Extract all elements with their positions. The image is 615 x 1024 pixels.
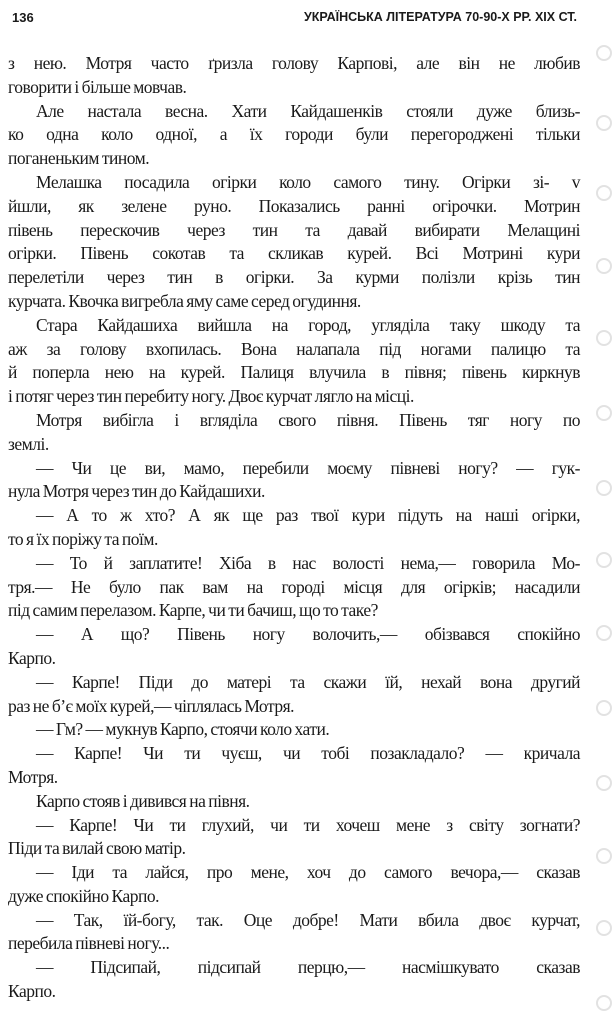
paragraph bbox=[8, 623, 580, 671]
watermark-logo-icon bbox=[596, 700, 612, 716]
page-number: 136 bbox=[12, 10, 34, 25]
watermark-logo-icon bbox=[596, 995, 612, 1011]
text-line: нула Мотря через тин до Кайдашихи. bbox=[8, 481, 265, 502]
text-line: під самим перелазом. Карпе, чи ти бачиш, що то таке? bbox=[8, 600, 378, 621]
text-line: з нею. Мотря часто ґризла голову Карпові, але він не любив bbox=[8, 53, 580, 73]
watermark-logo-icon bbox=[596, 185, 612, 201]
paragraph bbox=[8, 742, 580, 790]
paragraph bbox=[8, 457, 580, 505]
text-line: — Карпе! Піди до матері та скажи їй, нехай вона другий bbox=[36, 671, 580, 692]
paragraph bbox=[8, 100, 580, 171]
text-line: дуже спокійно Карпо. bbox=[8, 885, 159, 906]
paragraph bbox=[8, 861, 580, 909]
watermark-logo-icon bbox=[596, 625, 612, 641]
paragraph bbox=[8, 790, 580, 814]
paragraph bbox=[8, 956, 580, 1004]
text-line: і потяг через тин перебиту ногу. Двоє курчат лягло на місці. bbox=[8, 386, 414, 407]
text-line: Стара Кайдашиха вийшла на город, угляділа таку шкоду та bbox=[36, 314, 580, 335]
text-line: — Підсипай, підсипай перцю,— насмішкувато сказав bbox=[36, 957, 580, 978]
text-line: — Іди та лайся, про мене, хоч до самого вечора,— сказав bbox=[36, 862, 580, 883]
watermark-logo-icon bbox=[596, 258, 612, 274]
watermark-logo-icon bbox=[596, 848, 612, 864]
text-line: — Гм? — мукнув Карпо, стоячи коло хати. bbox=[36, 719, 330, 740]
text-line: перелетіли через тин в огірки. За курми полізли крізь тин bbox=[8, 267, 580, 288]
paragraph bbox=[8, 52, 580, 100]
paragraph bbox=[8, 504, 580, 552]
text-line: — Карпе! Чи ти глухий, чи ти хочеш мене з світу зогнати? bbox=[36, 814, 580, 835]
watermark-logo-icon bbox=[596, 480, 612, 496]
text-line: огірки. Півень сокотав та скликав курей. Всі Мотрині кури bbox=[8, 243, 580, 264]
text-line: й поперла нею на курей. Палиця влучила в півня; півень киркнув bbox=[8, 362, 580, 383]
watermark-logo-icon bbox=[596, 115, 612, 131]
page-body bbox=[8, 52, 580, 1004]
paragraph bbox=[8, 909, 580, 957]
text-line: — Так, їй-богу, так. Оце добре! Мати вбила двоє курчат, bbox=[36, 909, 580, 930]
watermark-logo-icon bbox=[596, 920, 612, 936]
paragraph bbox=[8, 409, 580, 457]
text-line: курчата. Квочка вигребла яму саме серед огудиння. bbox=[8, 290, 361, 311]
text-line: Карпо. bbox=[8, 981, 56, 1002]
text-line: Карпо стояв і дивився на півня. bbox=[36, 790, 250, 811]
text-line: Мотря. bbox=[8, 766, 58, 787]
text-line: йшли, як зелене руно. Показались ранні огірочки. Мотрин bbox=[8, 195, 580, 216]
text-line: — То й заплатите! Хіба в нас волості нема,— говорила Мо- bbox=[36, 552, 580, 573]
running-title: УКРАЇНСЬКА ЛІТЕРАТУРА 70-90-Х РР. XIX СТ. bbox=[303, 10, 577, 24]
text-line: Карпо. bbox=[8, 647, 56, 668]
text-line: то я їх поріжу та поїм. bbox=[8, 528, 158, 549]
text-line: говорити і більше мовчав. bbox=[8, 76, 187, 97]
paragraph bbox=[8, 314, 580, 409]
paragraph bbox=[8, 814, 580, 862]
text-line: поганеньким тином. bbox=[8, 148, 150, 169]
text-line: Але настала весна. Хати Кайдашенків стояли дуже близь- bbox=[36, 100, 580, 121]
paragraph bbox=[8, 718, 580, 742]
text-line: Піди та вилай свою матір. bbox=[8, 838, 186, 859]
text-line: — Карпе! Чи ти чуєш, чи тобі позакладало? — кричала bbox=[36, 743, 580, 764]
paragraph bbox=[8, 552, 580, 623]
watermark-logo-icon bbox=[596, 552, 612, 568]
text-line: раз не б’є моїх курей,— чіплялась Мотря. bbox=[8, 695, 294, 716]
text-line: тря.— Не було пак вам на городі місця для огірків; насадили bbox=[8, 576, 580, 597]
watermark-logo-icon bbox=[596, 775, 612, 791]
text-line: Мелашка посадила огірки коло самого тину. Огірки зі- v bbox=[36, 171, 580, 192]
text-line: аж за голову вхопилась. Вона налапала під ногами палицю та bbox=[8, 338, 580, 359]
text-line: — А що? Півень ногу волочить,— обізвався спокійно bbox=[36, 624, 580, 645]
text-line: — А то ж хто? А як ще раз твої кури підуть на наші огірки, bbox=[36, 505, 580, 526]
paragraph bbox=[8, 671, 580, 719]
text-line: півень перескочив через тин та давай вибирати Мелащині bbox=[8, 219, 580, 240]
text-line: землі. bbox=[8, 433, 49, 454]
watermark-logo-icon bbox=[596, 45, 612, 61]
watermark-logo-icon bbox=[596, 330, 612, 346]
page-header bbox=[12, 8, 577, 28]
paragraph bbox=[8, 171, 580, 314]
text-line: ко одна коло одної, а їх городи були перегороджені тільки bbox=[8, 124, 580, 145]
text-line: — Чи це ви, мамо, перебили моєму півневі ногу? — гук- bbox=[36, 457, 580, 478]
text-line: перебила півневі ногу... bbox=[8, 933, 170, 954]
watermark-logo-icon bbox=[596, 405, 612, 421]
text-line: Мотря вибігла і вгляділа свого півня. Півень тяг ногу по bbox=[36, 409, 580, 430]
